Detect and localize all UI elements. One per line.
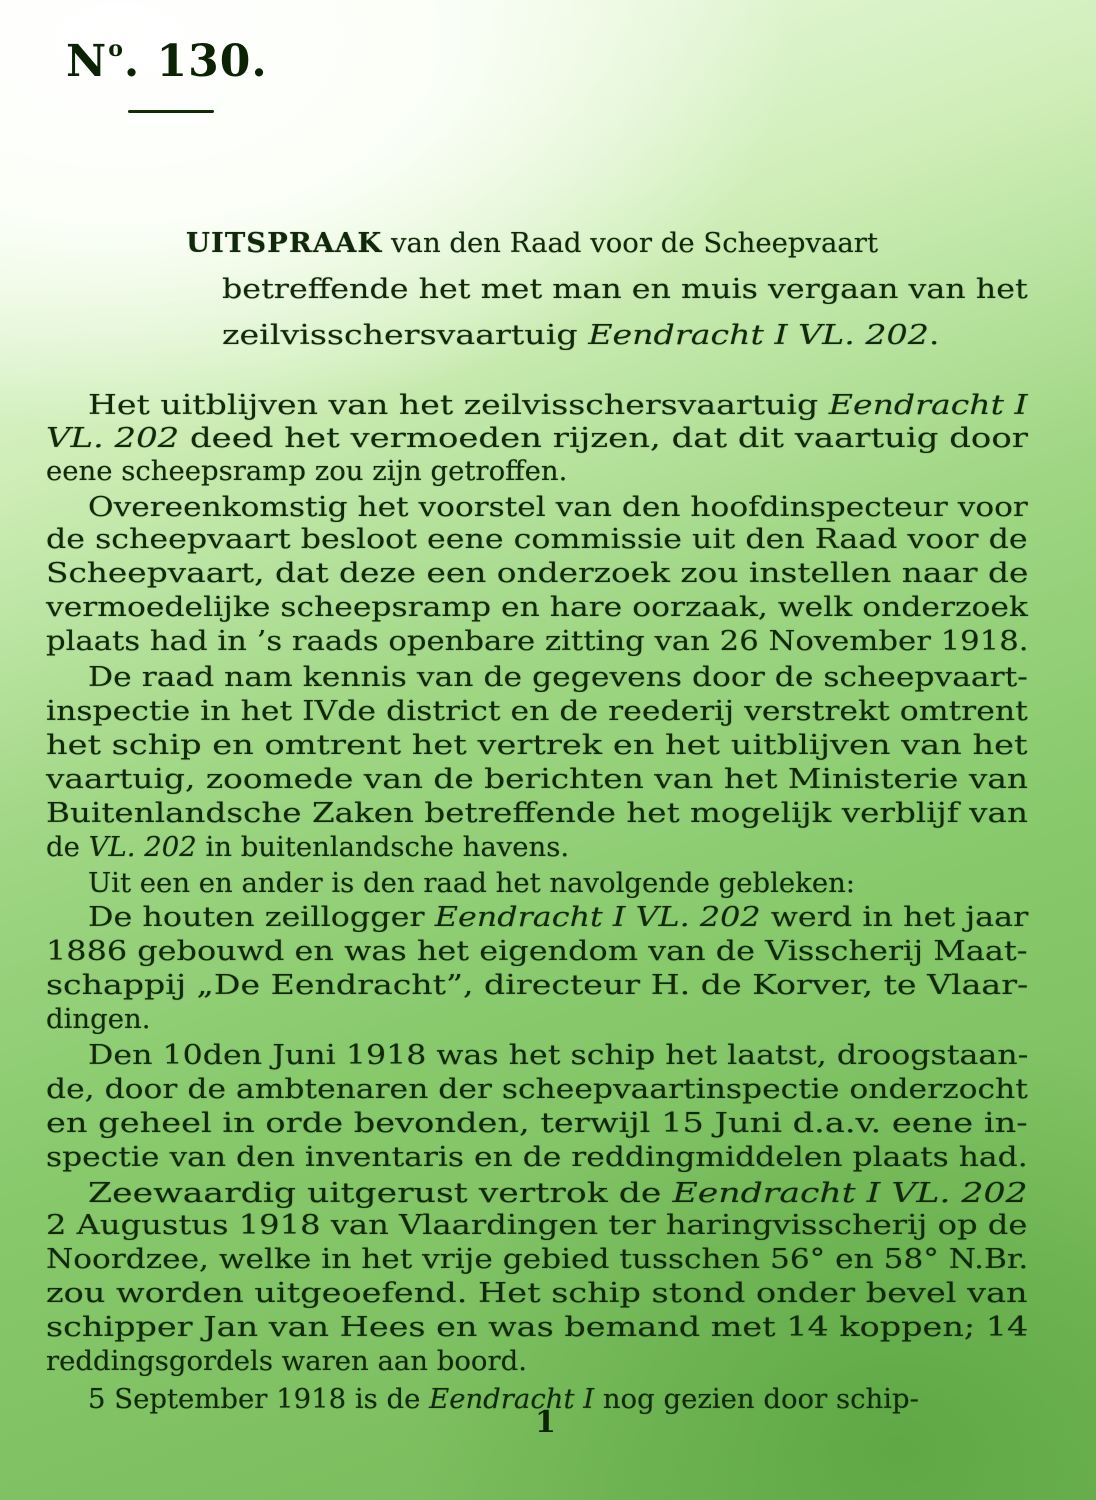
text-run: inspectie in het IVde district en de reederij verstrekt omtrent [46, 695, 1028, 727]
text-run: 2 Augustus 1918 van Vlaardingen ter haringvisscherij op de [46, 1209, 1028, 1241]
text-line [46, 1140, 1028, 1174]
text-run: de, door de ambtenaren der scheepvaartinspectie onderzocht [46, 1073, 1028, 1105]
text-run: de scheepvaart besloot eene commissie uit den Raad voor de [46, 523, 1028, 555]
text-line [88, 660, 1028, 694]
text-run: Uit een en ander is den raad het navolgende gebleken: [88, 867, 856, 899]
italic-text: VL. 202 [88, 831, 197, 863]
title-line-2: betreffende het met man en muis vergaan van het [222, 273, 1028, 305]
text-run: deed het vermoeden rijzen, dat dit vaartuig door [179, 422, 1028, 454]
text-line [46, 556, 1028, 590]
text-run: plaats had in ’s raads openbare zitting van 26 November 1918. [46, 625, 1029, 657]
text-run: vaartuig, zoomede van de berichten van het Ministerie van [46, 763, 1029, 795]
text-run: zou worden uitgeoefend. Het schip stond onder bevel van [46, 1277, 1028, 1309]
text-line [46, 1002, 150, 1036]
text-run: 1886 gebouwd en was het eigendom van de Visscherij Maat- [46, 935, 1028, 967]
text-run: het schip en omtrent het vertrek en het uitblijven van het [46, 729, 1028, 761]
text-line [46, 421, 1028, 455]
text-run: in buitenlandsche havens. [196, 831, 570, 863]
title-line3-plain: zeilvisschersvaartuig [222, 319, 589, 351]
text-line [46, 762, 1028, 796]
title-line3-end: . [928, 319, 940, 351]
title-line1-rest: van den Raad voor de Scheepvaart [382, 227, 878, 259]
text-line [46, 796, 1028, 830]
text-run: en geheel in orde bevonden, terwijl 15 Juni d.a.v. eene in- [46, 1107, 1028, 1139]
italic-text: Eendracht I VL. 202 [672, 1177, 1028, 1209]
text-line [46, 1344, 527, 1378]
text-line [46, 830, 569, 864]
text-line [46, 968, 1028, 1002]
text-run: schipper Jan van Hees en was bemand met 14 koppen; 14 [46, 1311, 1029, 1343]
text-line [46, 454, 567, 488]
text-line [46, 728, 1027, 762]
number-value: . 130. [123, 36, 268, 87]
text-line [46, 1072, 1028, 1106]
title-line-1 [186, 226, 1028, 260]
italic-text: Eendracht I [828, 389, 1028, 421]
italic-text: Eendracht I [429, 1383, 595, 1415]
text-line [46, 1106, 1028, 1140]
heading-underline [128, 110, 214, 113]
text-run: eene scheepsramp zou zijn getroffen. [46, 455, 568, 487]
text-run: Het uitblijven van het zeilvisschersvaartuig [88, 389, 829, 421]
text-run: Zeewaardig uitgerust vertrok de [88, 1177, 673, 1209]
number-superscript: o [108, 36, 124, 62]
text-run: nog gezien door schip- [594, 1383, 919, 1415]
italic-text: Eendracht I VL. 202 [434, 901, 761, 933]
text-line [88, 1382, 919, 1416]
title-vessel-name: Eendracht I VL. 202 [588, 319, 929, 351]
text-line [46, 934, 1028, 968]
number-prefix: N [66, 36, 108, 87]
text-line [46, 1242, 1028, 1276]
text-run: de [46, 831, 89, 863]
text-line [88, 900, 1028, 934]
text-line [46, 1276, 1028, 1310]
text-line [46, 694, 1028, 728]
text-run: spectie van den inventaris en de reddingmiddelen plaats had. [46, 1141, 1028, 1173]
text-run: Noordzee, welke in het vrije gebied tusschen 56° en 58° N.Br. [46, 1243, 1029, 1275]
text-line [88, 388, 1028, 422]
text-run: 5 September 1918 is de [88, 1383, 430, 1415]
text-run: Overeenkomstig het voorstel van den hoofdinspecteur voor [88, 491, 1028, 523]
text-line [46, 1310, 1028, 1344]
text-line [88, 1038, 1028, 1072]
text-line [46, 590, 1028, 624]
text-run: Buitenlandsche Zaken betreffende het mogelijk verblijf van [46, 797, 1028, 829]
text-line [88, 866, 855, 900]
page-number: 1 [535, 1405, 556, 1440]
text-run: Scheepvaart, dat deze een onderzoek zou instellen naar de [46, 557, 1029, 589]
text-run: schappij „De Eendracht”, directeur H. de Korver, te Vlaar- [46, 969, 1029, 1001]
text-line [88, 1176, 1028, 1210]
text-run: Den 10den Juni 1918 was het schip het laatst, droogstaan- [88, 1039, 1029, 1071]
title-line-3 [222, 318, 939, 352]
text-line [46, 624, 1028, 658]
text-run: vermoedelijke scheepsramp en hare oorzaak, welk onderzoek [46, 591, 1028, 623]
text-line [88, 490, 1028, 524]
text-run: De raad nam kennis van de gegevens door de scheepvaart- [88, 661, 1028, 693]
text-run: De houten zeillogger [88, 901, 435, 933]
text-line [46, 522, 1028, 556]
text-run: werd in het jaar [760, 901, 1029, 933]
italic-text: VL. 202 [46, 422, 180, 454]
document-number [66, 36, 268, 87]
text-line [46, 1208, 1027, 1242]
text-run: dingen. [46, 1003, 151, 1035]
title-lead: UITSPRAAK [186, 227, 383, 259]
text-run: reddingsgordels waren aan boord. [46, 1345, 527, 1377]
